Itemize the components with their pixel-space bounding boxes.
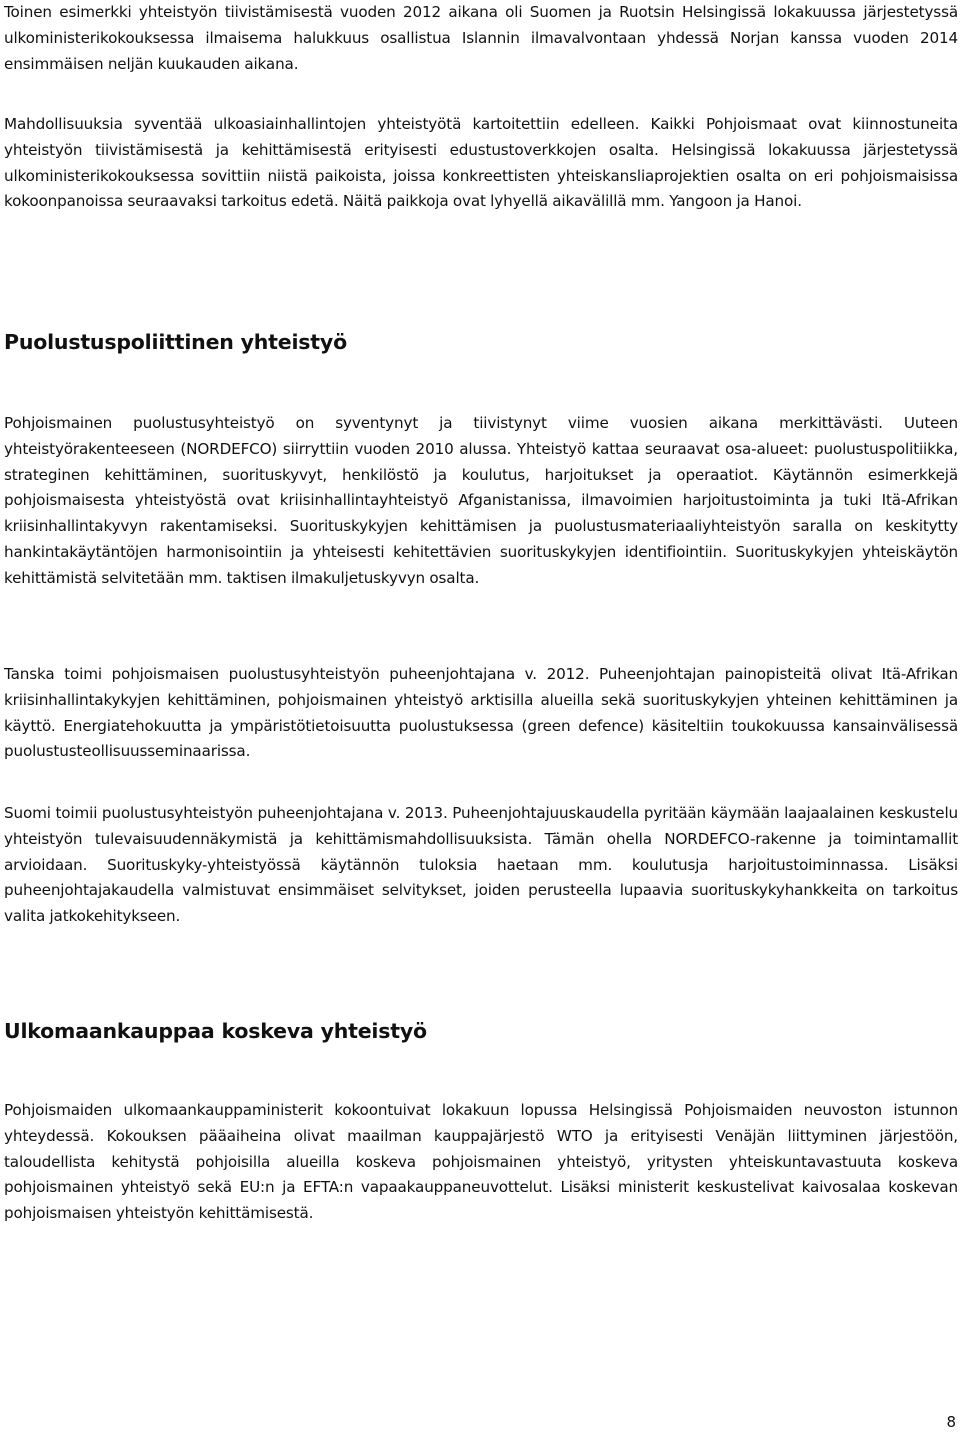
paragraph-denmark-chair: Tanska toimi pohjoismaisen puolustusyhteistyön puheenjohtajana v. 2012. Puheenjohtajan painopisteitä olivat Itä-Afrikan kriisinhallintakykyjen kehittäminen, pohjoismainen yhteistyö arktisilla alueilla sekä suorituskykyjen yhteinen kehittäminen ja käyttö. Energiatehokuutta ja ympäristötietoisuutta puolustuksessa (green defence) käsiteltiin toukokuussa kansainvälisessä puolustusteollisuusseminaarissa.: [4, 665, 958, 761]
paragraph-finland-chair: Suomi toimii puolustusyhteistyön puheenjohtajana v. 2013. Puheenjohtajuuskaudella pyritään käymään laajaalainen keskustelu yhteistyön tulevaisuudennäkymistä ja kehittämismahdollisuuksista. Tämän ohella NORDEFCO-rakenne ja toimintamallit arvioidaan. Suorituskyky-yhteistyössä käytännön tuloksia haetaan mm. koulutusja harjoitustoiminnassa. Lisäksi puheenjohtajakaudella valmistuvat ensimmäiset selvitykset, joiden perusteella lupaavia suorituskykyhankkeita on tarkoitus valita jatkokehitykseen.: [4, 804, 958, 926]
paragraph-trade-ministers: Pohjoismaiden ulkomaankauppaministerit kokoontuivat lokakuun lopussa Helsingissä Pohjoismaiden neuvoston istunnon yhteydessä. Kokouksen pääaiheina olivat maailman kauppajärjestö WTO ja erityisesti Venäjän liittyminen järjestöön, taloudellista kehitystä pohjoisilla alueilla koskeva pohjoismainen yhteistyö, yritysten yhteiskuntavastuuta koskeva pohjoismainen yhteistyö sekä EU:n ja EFTA:n vapaakauppaneuvottelut. Lisäksi ministerit keskustelivat kaivosalaa koskevan pohjoismaisen yhteistyön kehittämisestä.: [4, 1101, 958, 1223]
heading-defence-cooperation: Puolustuspoliittinen yhteistyö: [4, 330, 347, 354]
page-number: 8: [946, 1413, 956, 1431]
paragraph-nordefco: Pohjoismainen puolustusyhteistyö on syventynyt ja tiivistynyt viime vuosien aikana merkittävästi. Uuteen yhteistyörakenteeseen (NORDEFCO) siirryttiin vuoden 2010 alussa. Yhteistyö kattaa seuraavat osa-alueet: puolustuspolitiikka, strateginen kehittäminen, suorituskyvyt, henkilöstö ja koulutus, harjoitukset ja operaatiot. Käytännön esimerkkejä pohjoismaisesta yhteistyöstä ovat kriisinhallintayhteistyö Afganistanissa, ilmavoimien harjoitustoiminta ja tuki Itä-Afrikan kriisinhallintakyvyn rakentamiseksi. Suorituskykyjen kehittämisen ja puolustusmateriaaliyhteistyön saralla on keskitytty hankintakäytäntöjen harmonisointiin ja yhteisesti kehitettävien suorituskykyjen identifiointiin. Suorituskykyjen yhteiskäytön kehittämistä selvitetään mm. taktisen ilmakuljetuskyvyn osalta.: [4, 414, 958, 587]
paragraph-iceland-air-surveillance: Toinen esimerkki yhteistyön tiivistämisestä vuoden 2012 aikana oli Suomen ja Ruotsin Helsingissä lokakuussa järjestetyssä ulkoministerikokouksessa ilmaisema halukkuus osallistua Islannin ilmavalvontaan yhdessä Norjan kanssa vuoden 2014 ensimmäisen neljän kuukauden aikana.: [4, 3, 958, 73]
heading-trade-cooperation: Ulkomaankauppaa koskeva yhteistyö: [4, 1019, 427, 1043]
paragraph-foreign-service-cooperation: Mahdollisuuksia syventää ulkoasiainhallintojen yhteistyötä kartoitettiin edelleen. Kaikki Pohjoismaat ovat kiinnostuneita yhteistyön tiivistämisestä ja kehittämisestä erityisesti edustustoverkkojen osalta. Helsingissä lokakuussa järjestetyssä ulkoministerikokouksessa sovittiin niistä paikoista, joissa konkreettisten yhteiskansliaprojektien osalta on eri pohjoismaisissa kokoonpanoissa seuraavaksi tarkoitus edetä. Näitä paikkoja ovat lyhyellä aikavälillä mm. Yangoon ja Hanoi.: [4, 115, 958, 211]
